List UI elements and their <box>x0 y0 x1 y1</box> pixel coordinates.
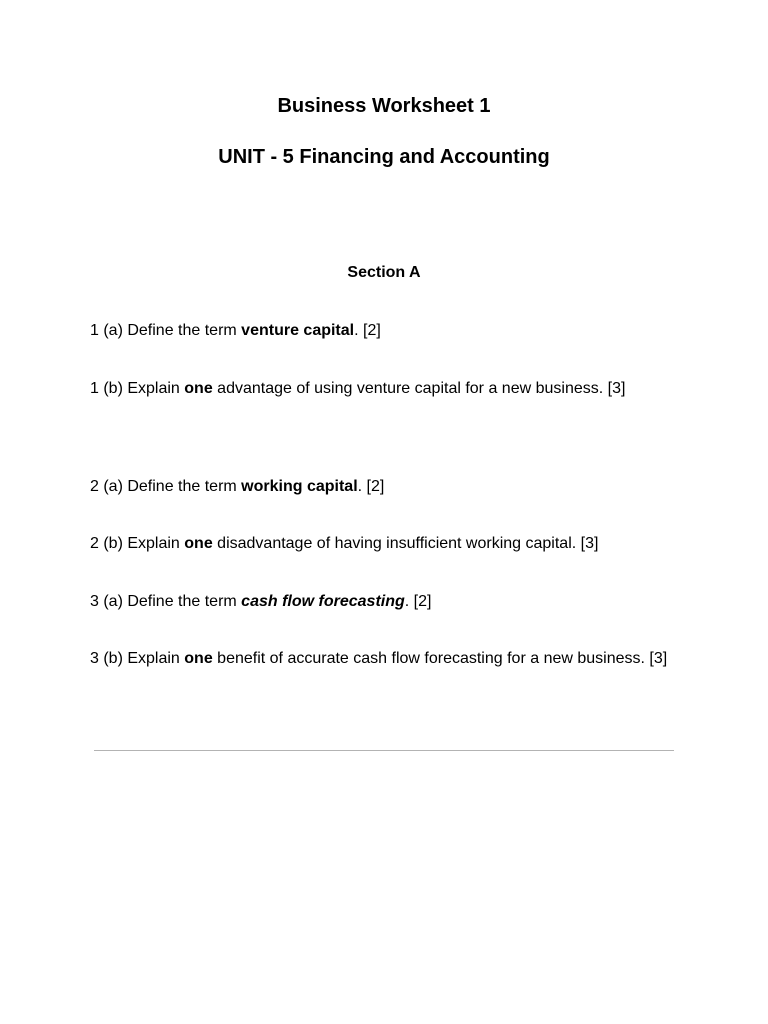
question-1b <box>90 368 677 409</box>
question-2b <box>90 523 677 564</box>
question-1a-term: venture capital <box>241 322 355 339</box>
question-3a <box>90 581 677 622</box>
question-1a-text: 1 (a) Define the term <box>90 322 242 339</box>
question-1b-rest: advantage of using venture capital for a new business. [3] <box>212 380 626 397</box>
question-2a <box>90 466 677 507</box>
question-2b-emphasis: one <box>184 535 213 552</box>
question-1b-text: 1 (b) Explain <box>90 380 185 397</box>
question-3b-emphasis: one <box>184 650 213 667</box>
horizontal-divider <box>94 750 674 751</box>
question-3b-rest: benefit of accurate cash flow forecasting for a new business. [3] <box>212 650 668 667</box>
question-1a-marks: . [2] <box>354 322 381 339</box>
question-1a <box>90 310 677 351</box>
question-2a-text: 2 (a) Define the term <box>90 478 242 495</box>
question-3b-text: 3 (b) Explain <box>90 650 185 667</box>
section-heading: Section A <box>347 264 421 281</box>
question-2b-text: 2 (b) Explain <box>90 535 185 552</box>
question-3b <box>90 638 677 679</box>
question-2a-term: working capital <box>241 478 358 495</box>
worksheet-title: Business Worksheet 1 <box>277 95 491 117</box>
question-2a-marks: . [2] <box>357 478 385 495</box>
question-3a-marks: . [2] <box>404 593 432 610</box>
question-1b-emphasis: one <box>184 380 213 397</box>
question-3a-term: cash flow forecasting <box>241 593 405 610</box>
question-2b-rest: disadvantage of having insufficient working capital. [3] <box>212 535 599 552</box>
unit-heading: UNIT - 5 Financing and Accounting <box>218 146 550 168</box>
question-3a-text: 3 (a) Define the term <box>90 593 242 610</box>
